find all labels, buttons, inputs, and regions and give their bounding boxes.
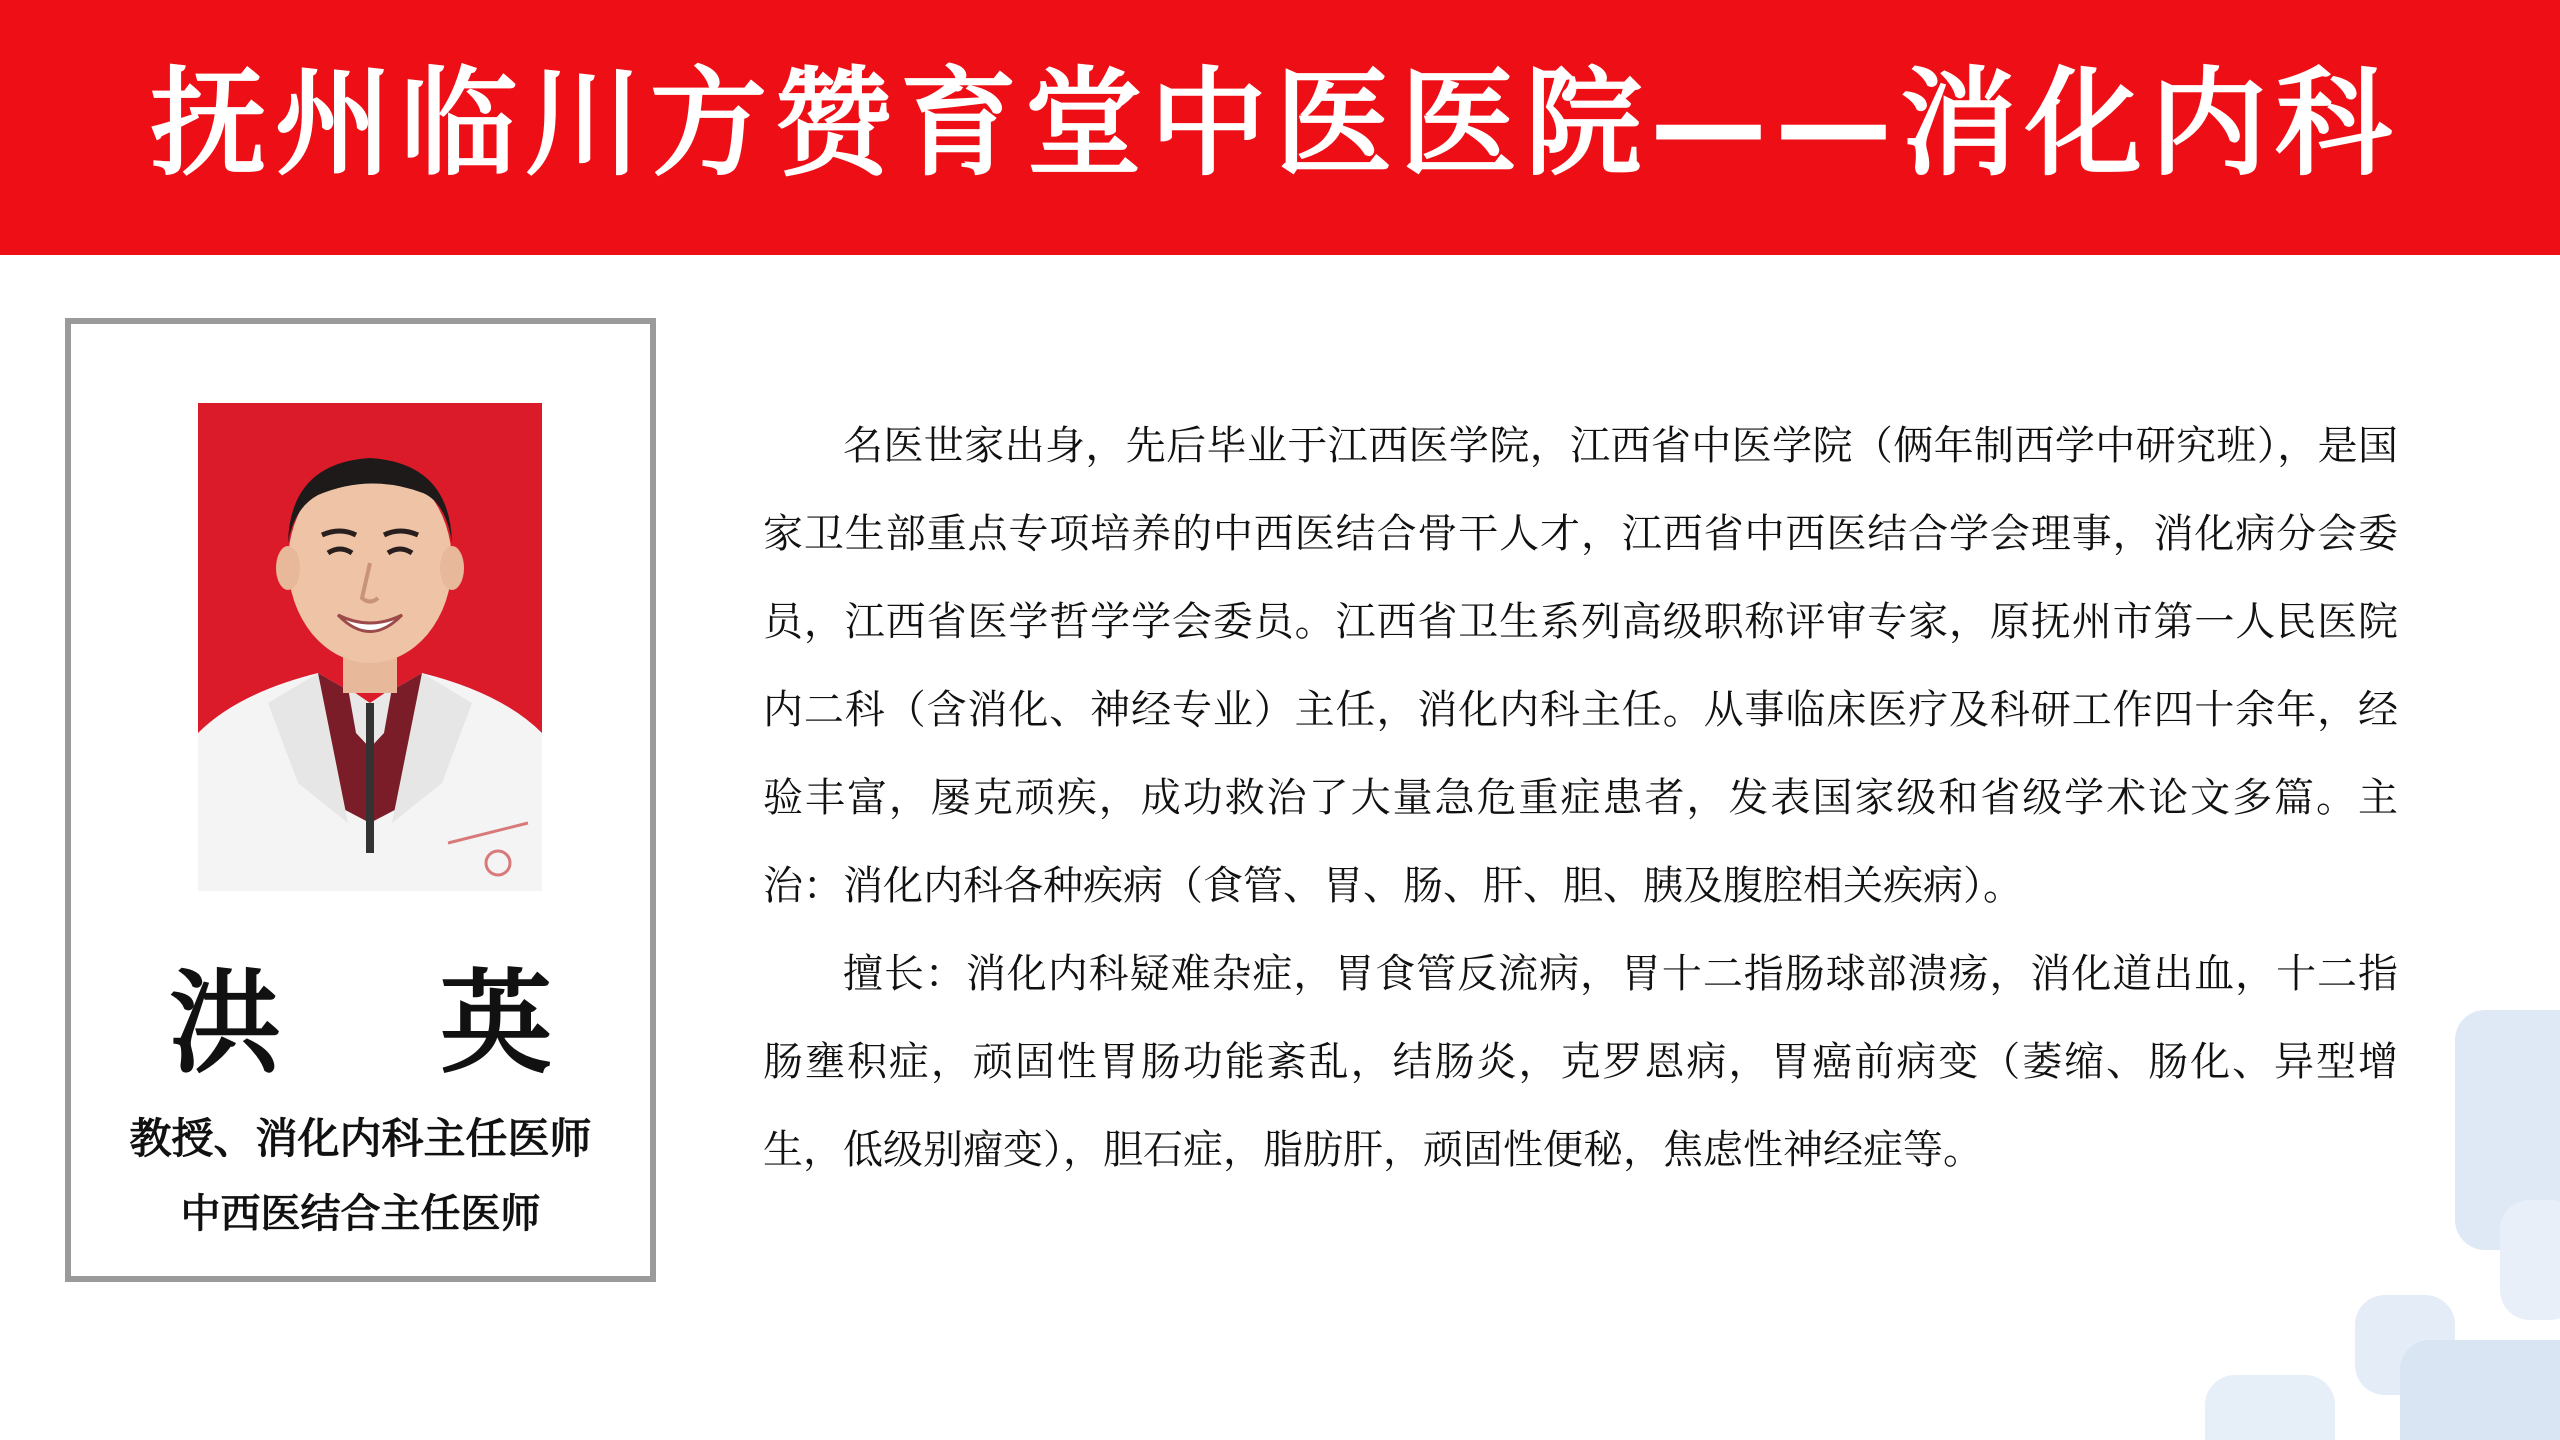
doctor-title-primary: 教授、消化内科主任医师 bbox=[129, 1114, 592, 1163]
doctor-portrait-icon bbox=[198, 403, 542, 891]
bio-paragraph-background: 名医世家出身，先后毕业于江西医学院，江西省中医学院（俩年制西学中研究班），是国家卫生部重点专项培养的中西医结合骨干人才，江西省中西医结合学会理事，消化病分会委员，江西省医学哲学学会委员。江西省卫生系列高级职称评审专家，原抚州市第一人民医院内二科（含消化、神经专业）主任，消化内科主任。从事临床医疗及科研工作四十余年，经验丰富，屡克顽疾，成功救治了大量急危重症患者，发表国家级和省级学术论文多篇。主治：消化内科各种疾病（食管、胃、肠、肝、胆、胰及腹腔相关疾病）。 bbox=[763, 423, 2398, 909]
doctor-photo bbox=[198, 403, 542, 891]
doctor-biography bbox=[763, 402, 2398, 1194]
header-banner bbox=[0, 0, 2560, 255]
decorative-square bbox=[2205, 1375, 2335, 1440]
page-title: 抚州临川方赞育堂中医医院——消化内科 bbox=[150, 55, 2401, 192]
decorative-square bbox=[2400, 1340, 2560, 1440]
doctor-title-secondary: 中西医结合主任医师 bbox=[180, 1190, 541, 1237]
decorative-square bbox=[2500, 1200, 2560, 1320]
doctor-name: 洪 英 bbox=[169, 958, 612, 1089]
doctor-card bbox=[65, 318, 656, 1282]
bio-paragraph-specialties: 擅长：消化内科疑难杂症，胃食管反流病，胃十二指肠球部溃疡，消化道出血，十二指肠壅积症，顽固性胃肠功能紊乱，结肠炎，克罗恩病，胃癌前病变（萎缩、肠化、异型增生，低级别瘤变），胆石症，脂肪肝，顽固性便秘，焦虑性神经症等。 bbox=[763, 951, 2398, 1173]
